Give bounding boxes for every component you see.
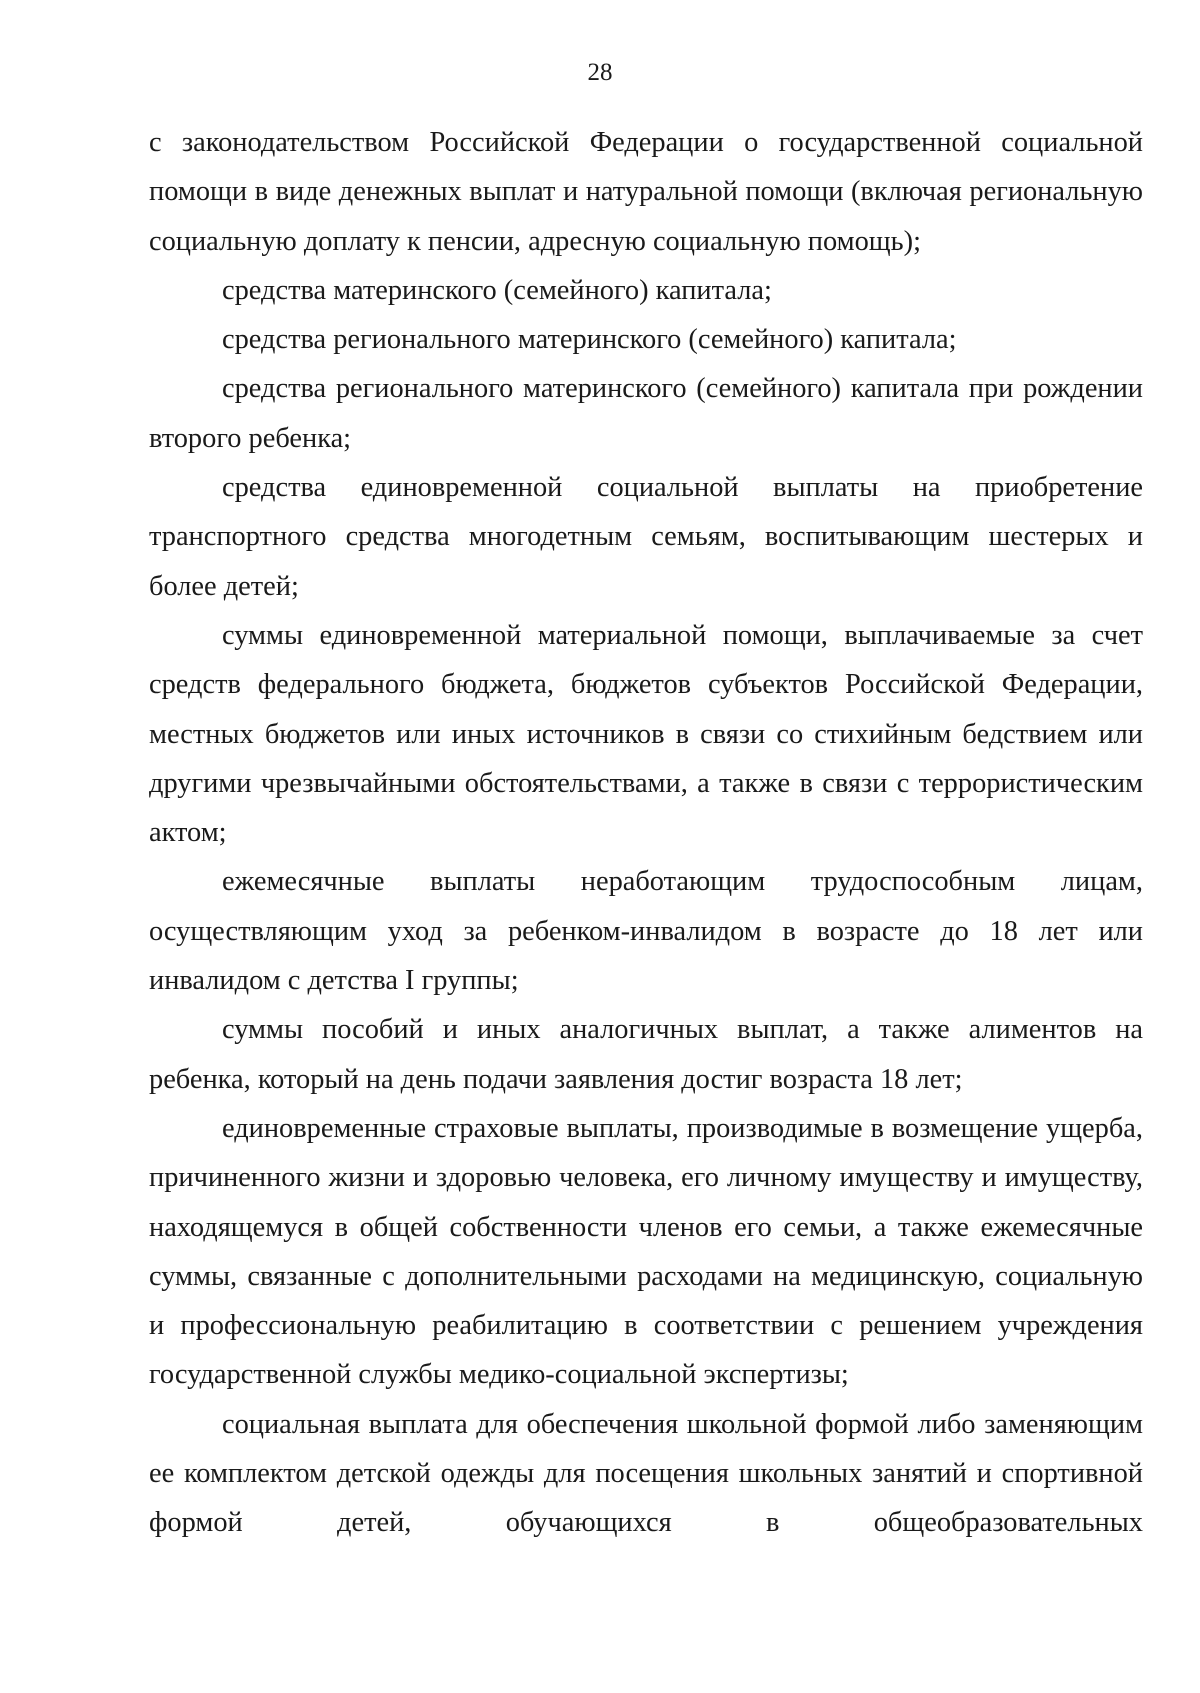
paragraph-caregiver-payments: ежемесячные выплаты неработающим трудоспособным лицам, осуществляющим уход за ребенком-инвалидом в возрасте до 18 лет или инвалидом с детства I группы; [149, 866, 1143, 997]
paragraph-maternity-capital: средства материнского (семейного) капитала; [222, 274, 772, 306]
paragraph-vehicle-payment: средства единовременной социальной выплаты на приобретение транспортного средства многодетным семьям, воспитывающим шестерых и более детей; [149, 472, 1143, 602]
paragraph-school-uniform: социальная выплата для обеспечения школьной формой либо заменяющим ее комплектом детской одежды для посещения школьных занятий и спортивной формой детей, обучающихся в общеобразовательных [149, 1408, 1143, 1539]
paragraph-material-aid: суммы единовременной материальной помощи, выплачиваемые за счет средств федерального бюджета, бюджетов субъектов Российской Федерации, местных бюджетов или иных источников в связи со стихийным бедствием или другими чрезвычайными обстоятельствами, а также в связи с террористическим актом; [149, 619, 1143, 849]
paragraph-regional-capital-second-child: средства регионального материнского (семейного) капитала при рождении второго ребенка; [149, 373, 1143, 454]
paragraph-continued: с законодательством Российской Федерации о государственной социальной помощи в виде денежных выплат и натуральной помощи (включая региональную социальную доплату к пенсии, адресную социальную помощь); [149, 127, 1143, 257]
document-body [149, 118, 1143, 1548]
page-number: 28 [587, 59, 613, 86]
paragraph-allowances-alimony: суммы пособий и иных аналогичных выплат, а также алиментов на ребенка, который на день подачи заявления достиг возраста 18 лет; [149, 1014, 1143, 1095]
paragraph-regional-maternity-capital: средства регионального материнского (семейного) капитала; [222, 324, 957, 356]
paragraph-insurance-payments: единовременные страховые выплаты, производимые в возмещение ущерба, причиненного жизни и здоровью человека, его личному имуществу и имуществу, находящемуся в общей собственности членов его семьи, а также ежемесячные суммы, связанные с дополнительными расходами на медицинскую, социальную и профессиональную реабилитацию в соответствии с решением учреждения государственной службы медико-социальной экспертизы; [149, 1112, 1143, 1391]
